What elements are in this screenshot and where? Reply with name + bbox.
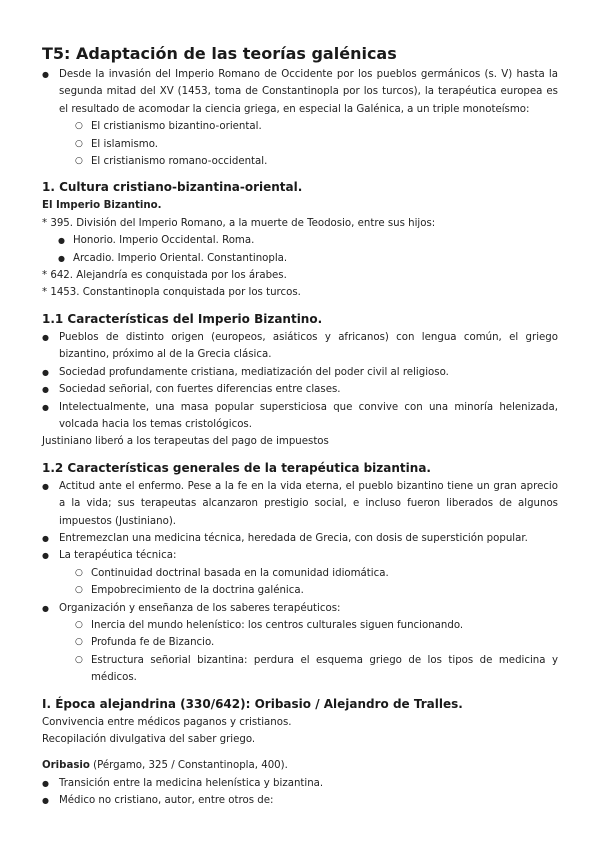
- list-item: ● Sociedad profundamente cristiana, mediatización del poder civil al religioso.: [42, 364, 558, 381]
- text-line: Justiniano liberó a los terapeutas del pago de impuestos: [42, 436, 329, 448]
- section-heading-1-1: 1.1 Características del Imperio Bizantino.: [42, 311, 323, 326]
- monotheism-list: [59, 118, 558, 170]
- section-subheading: El Imperio Bizantino.: [42, 200, 162, 212]
- oribasio-list: [42, 775, 558, 810]
- list-item: ○ El islamismo.: [75, 136, 558, 153]
- text-line: Recopilación divulgativa del saber griego.: [42, 734, 256, 745]
- section-heading-1-2: 1.2 Características generales de la terapéutica bizantina.: [42, 460, 431, 475]
- section-heading-alexandrian: I. Época alejandrina (330/642): Oribasio / Alejandro de Tralles.: [42, 696, 463, 711]
- list-item: ● Arcadio. Imperio Oriental. Constantinopla.: [58, 250, 558, 267]
- page-title: T5: Adaptación de las teorías galénicas: [42, 44, 397, 63]
- spacer: [42, 748, 558, 757]
- sons-list: [42, 232, 558, 267]
- technical-sublist: [59, 565, 558, 600]
- list-item: ● Entremezclan una medicina técnica, heredada de Grecia, con dosis de superstición popular.: [42, 530, 558, 547]
- list-item: ○ El cristianismo romano-occidental.: [75, 153, 558, 170]
- list-item: ● Honorio. Imperio Occidental. Roma.: [58, 232, 558, 249]
- text-line: * 395. División del Imperio Romano, a la muerte de Teodosio, entre sus hijos:: [42, 217, 436, 229]
- empire-characteristics-list: [42, 329, 558, 433]
- list-item: ○ El cristianismo bizantino-oriental.: [75, 118, 558, 135]
- list-item: ● Actitud ante el enfermo. Pese a la fe en la vida eterna, el pueblo bizantino tiene un gran aprecio a la vida; sus terapeutas alcanzaron prestigio social, e incluso fueron liberados de algunos impuestos (Justiniano).: [42, 478, 558, 530]
- section-heading-1: 1. Cultura cristiano-bizantina-oriental.: [42, 180, 303, 195]
- list-item: ○ Continuidad doctrinal basada en la comunidad idiomática.: [75, 565, 558, 582]
- document-body: [42, 44, 558, 810]
- text-line: * 642. Alejandría es conquistada por los árabes.: [42, 270, 287, 282]
- list-item: ● Intelectualmente, una masa popular supersticiosa que convive con una minoría helenizada, volcada hacia los temas cristológicos.: [42, 399, 558, 434]
- list-item: ● Transición entre la medicina helenística y bizantina.: [42, 775, 558, 792]
- intro-bullet: ● Desde la invasión del Imperio Romano de Occidente por los pueblos germánicos (s. V) hasta la segunda mitad del XV (1453, toma de Constantinopla por los turcos), la terapéutica europea es el resultado de acomodar la ciencia griega, en especial la Galénica, a un triple monoteísmo: ○ El cristianismo bizantino-oriental. ○ El islamismo. ○ El cristianismo romano-occidental.: [42, 66, 558, 170]
- list-item: ○ Empobrecimiento de la doctrina galénica.: [75, 582, 558, 599]
- list-item: ● Pueblos de distinto origen (europeos, asiáticos y africanos) con lengua común, el griego bizantino, próximo al de la Grecia clásica.: [42, 329, 558, 364]
- list-item: ● Médico no cristiano, autor, entre otros de:: [42, 792, 558, 809]
- list-item: ● Organización y enseñanza de los saberes terapéuticos: ○ Inercia del mundo helenístico: los centros culturales siguen funcionando. ○ Profunda fe de Bizancio. ○ Estructura señorial bizantina: perdura el esquema griego de los tipos de medicina y médicos.: [42, 600, 558, 687]
- text-line: Convivencia entre médicos paganos y cristianos.: [42, 716, 292, 728]
- list-item: ○ Profunda fe de Bizancio.: [75, 634, 558, 651]
- list-item: ○ Estructura señorial bizantina: perdura el esquema griego de los tipos de medicina y médicos.: [75, 652, 558, 687]
- list-item: ● La terapéutica técnica: ○ Continuidad doctrinal basada en la comunidad idiomática. ○ Empobrecimiento de la doctrina galénica.: [42, 547, 558, 599]
- oribasio-line: Oribasio (Pérgamo, 325 / Constantinopla, 400).: [42, 760, 288, 772]
- list-item: ○ Inercia del mundo helenístico: los centros culturales siguen funcionando.: [75, 617, 558, 634]
- therapeutics-list: [42, 478, 558, 687]
- oribasio-name: Oribasio: [42, 760, 90, 772]
- intro-list: [42, 66, 558, 170]
- text-line: * 1453. Constantinopla conquistada por los turcos.: [42, 287, 301, 299]
- list-item: ● Sociedad señorial, con fuertes diferencias entre clases.: [42, 381, 558, 398]
- organization-sublist: [59, 617, 558, 687]
